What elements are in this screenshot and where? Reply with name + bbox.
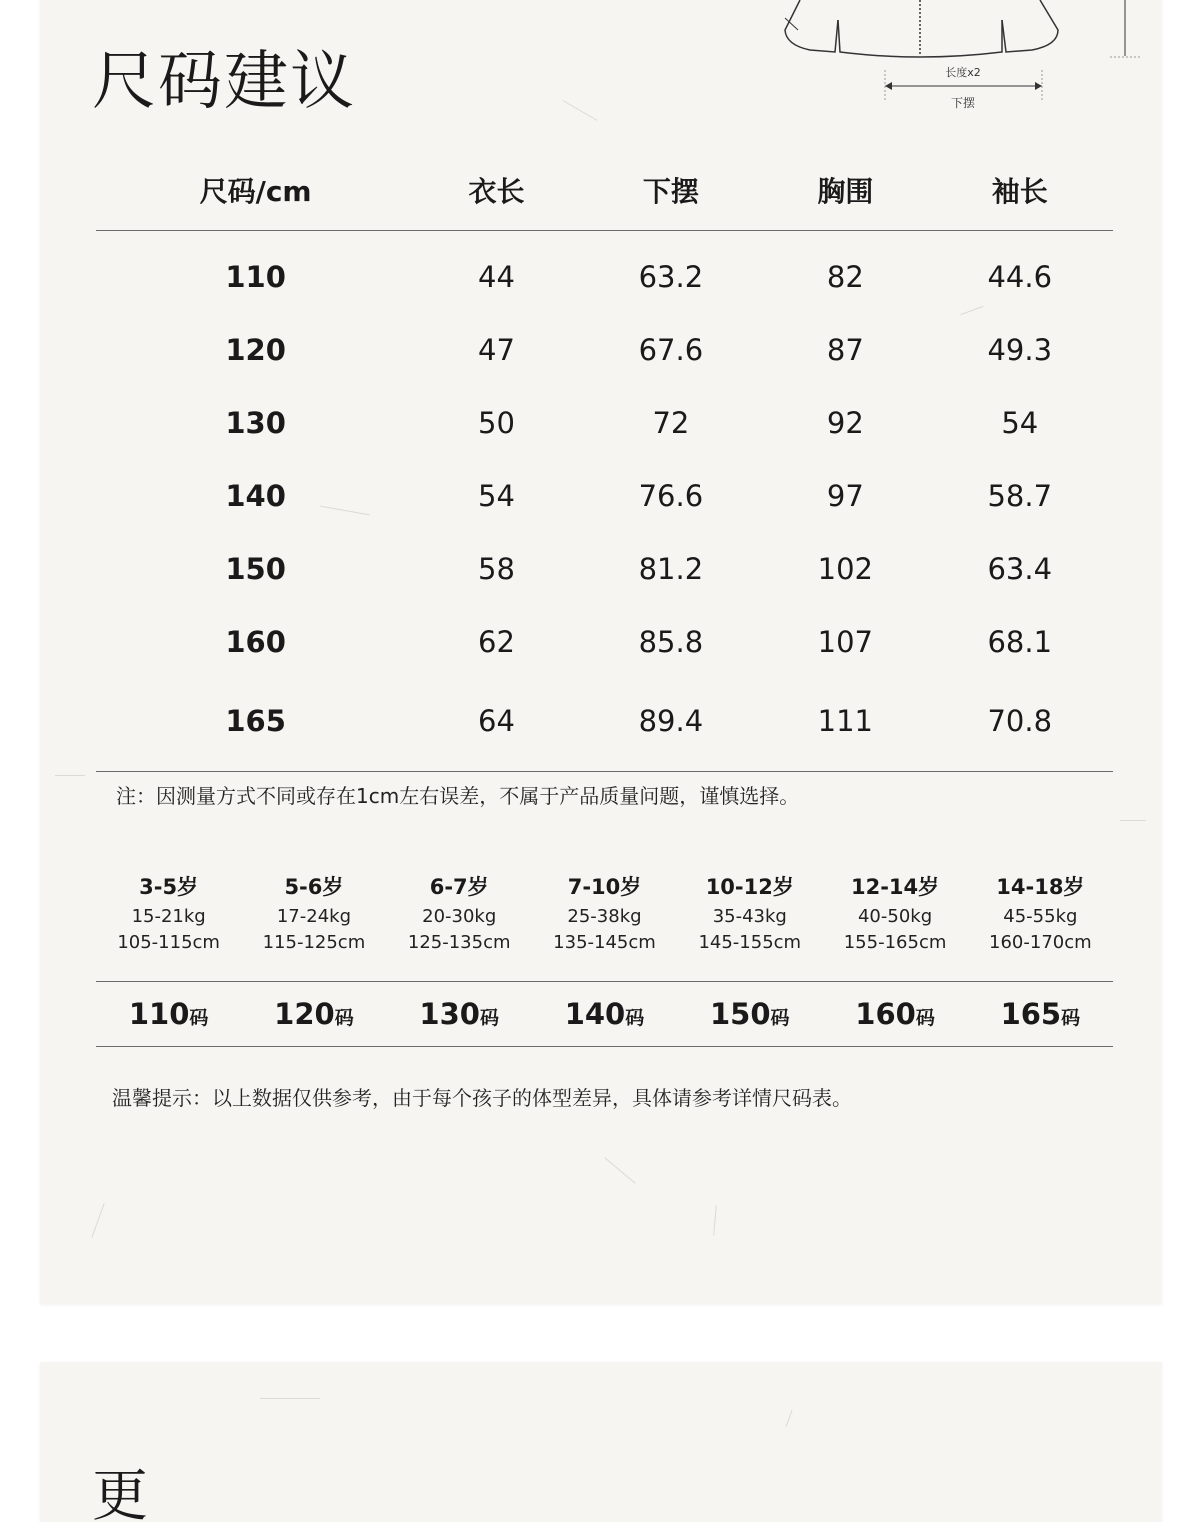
col-header-length: 衣长	[415, 150, 577, 231]
table-row	[96, 459, 1113, 532]
size-code-number: 110	[128, 997, 190, 1031]
reference-tip: 温馨提示：以上数据仅供参考，由于每个孩子的体型差异，具体请参考详情尺码表。	[112, 1086, 852, 1110]
age-range: 7-10岁	[567, 875, 642, 899]
weight-range: 45-55kg	[1003, 906, 1078, 927]
height-range: 135-145cm	[553, 932, 656, 953]
table-row	[96, 605, 1113, 678]
height-range: 155-165cm	[843, 932, 947, 953]
size-cell: 130	[225, 405, 286, 440]
hem-cell: 85.8	[638, 624, 704, 659]
sleeve-cell: 49.3	[987, 332, 1053, 367]
height-range: 160-170cm	[989, 932, 1092, 953]
sketch-length-label: 长度x2	[945, 66, 981, 79]
chest-cell: 111	[764, 678, 926, 772]
sleeve-cell: 54	[1001, 405, 1039, 440]
age-guide-item	[241, 870, 386, 956]
sketch-hem-label: 下摆	[950, 96, 976, 110]
age-guide	[96, 870, 1113, 956]
size-cell: 110	[225, 259, 286, 294]
size-code-unit: 码	[625, 1007, 645, 1029]
age-range: 12-14岁	[850, 875, 940, 899]
size-cell: 150	[225, 551, 286, 586]
height-range: 105-115cm	[117, 932, 220, 953]
size-code-row	[96, 981, 1113, 1047]
next-section-title: 更	[92, 1464, 148, 1522]
size-code-number: 165	[1000, 997, 1062, 1031]
size-code	[532, 982, 677, 1051]
size-code-unit: 码	[770, 1007, 790, 1029]
chest-cell: 87	[826, 332, 864, 367]
length-cell: 64	[415, 678, 577, 772]
weight-range: 35-43kg	[712, 906, 787, 927]
size-code-unit: 码	[334, 1007, 354, 1029]
measurement-note: 注：因测量方式不同或存在1cm左右误差，不属于产品质量问题，谨慎选择。	[116, 784, 800, 808]
size-cell: 165	[96, 678, 415, 772]
size-code-number: 160	[855, 997, 916, 1031]
table-row	[96, 532, 1113, 605]
age-range: 14-18岁	[996, 875, 1085, 899]
col-header-hem: 下摆	[578, 150, 764, 231]
age-range: 5-6岁	[284, 875, 344, 899]
sleeve-cell: 70.8	[927, 678, 1113, 772]
size-code-number: 130	[419, 997, 480, 1031]
size-code-unit: 码	[189, 1007, 209, 1029]
length-cell: 58	[478, 551, 515, 586]
size-cell: 140	[225, 478, 286, 513]
hem-cell: 76.6	[638, 478, 704, 513]
table-row	[96, 231, 1113, 314]
length-cell: 54	[478, 478, 515, 513]
age-guide-item	[822, 870, 967, 956]
age-guide-item	[968, 870, 1113, 956]
col-header-size: 尺码/cm	[96, 150, 415, 231]
size-guide-card	[40, 0, 1162, 1304]
length-cell: 44	[478, 259, 515, 294]
size-code-unit: 码	[915, 1007, 935, 1029]
jacket-sketch-icon	[740, 0, 1140, 120]
size-code-number: 150	[710, 997, 771, 1031]
weight-range: 25-38kg	[567, 906, 642, 927]
height-range: 145-155cm	[698, 932, 802, 953]
chest-cell: 107	[817, 624, 873, 659]
section-title: 尺码建议	[92, 45, 356, 119]
age-guide-item	[387, 870, 532, 956]
table-row	[96, 313, 1113, 386]
size-code-unit: 码	[479, 1007, 499, 1029]
size-cell: 120	[225, 332, 286, 367]
size-code	[96, 982, 241, 1051]
chest-cell: 102	[817, 551, 873, 586]
size-code-unit: 码	[1061, 1007, 1081, 1029]
next-section-card	[40, 1362, 1162, 1522]
height-range: 125-135cm	[407, 932, 511, 953]
sleeve-cell: 63.4	[987, 551, 1053, 586]
sleeve-cell: 68.1	[987, 624, 1053, 659]
table-row	[96, 678, 1113, 772]
chest-cell: 92	[826, 405, 864, 440]
size-code	[241, 982, 386, 1051]
weight-range: 20-30kg	[422, 906, 497, 927]
size-table	[96, 150, 1113, 772]
weight-range: 17-24kg	[276, 906, 351, 927]
sleeve-cell: 58.7	[987, 478, 1053, 513]
weight-range: 40-50kg	[857, 906, 933, 927]
hem-cell: 67.6	[638, 332, 704, 367]
size-cell: 160	[225, 624, 286, 659]
size-code	[677, 982, 822, 1051]
length-cell: 47	[478, 332, 515, 367]
age-guide-item	[677, 870, 822, 956]
age-range: 6-7岁	[429, 875, 489, 899]
col-header-chest: 胸围	[764, 150, 926, 231]
age-guide-item	[96, 870, 241, 956]
size-table-header-row	[96, 150, 1113, 231]
table-row	[96, 386, 1113, 459]
length-cell: 50	[478, 405, 515, 440]
age-range: 3-5岁	[139, 875, 199, 899]
chest-cell: 97	[826, 478, 864, 513]
chest-cell: 82	[826, 259, 864, 294]
weight-range: 15-21kg	[131, 906, 206, 927]
height-range: 115-125cm	[262, 932, 366, 953]
hem-cell: 89.4	[578, 678, 764, 772]
sleeve-cell: 44.6	[987, 259, 1053, 294]
size-code	[822, 982, 967, 1051]
hem-cell: 63.2	[638, 259, 704, 294]
length-cell: 62	[478, 624, 515, 659]
age-range: 10-12岁	[705, 875, 794, 899]
size-code	[968, 982, 1113, 1051]
size-code	[387, 982, 532, 1051]
col-header-sleeve: 袖长	[927, 150, 1113, 231]
size-code-number: 120	[274, 997, 335, 1031]
hem-cell: 81.2	[638, 551, 704, 586]
size-code-number: 140	[564, 997, 626, 1031]
hem-cell: 72	[652, 405, 690, 440]
age-guide-item	[532, 870, 677, 956]
